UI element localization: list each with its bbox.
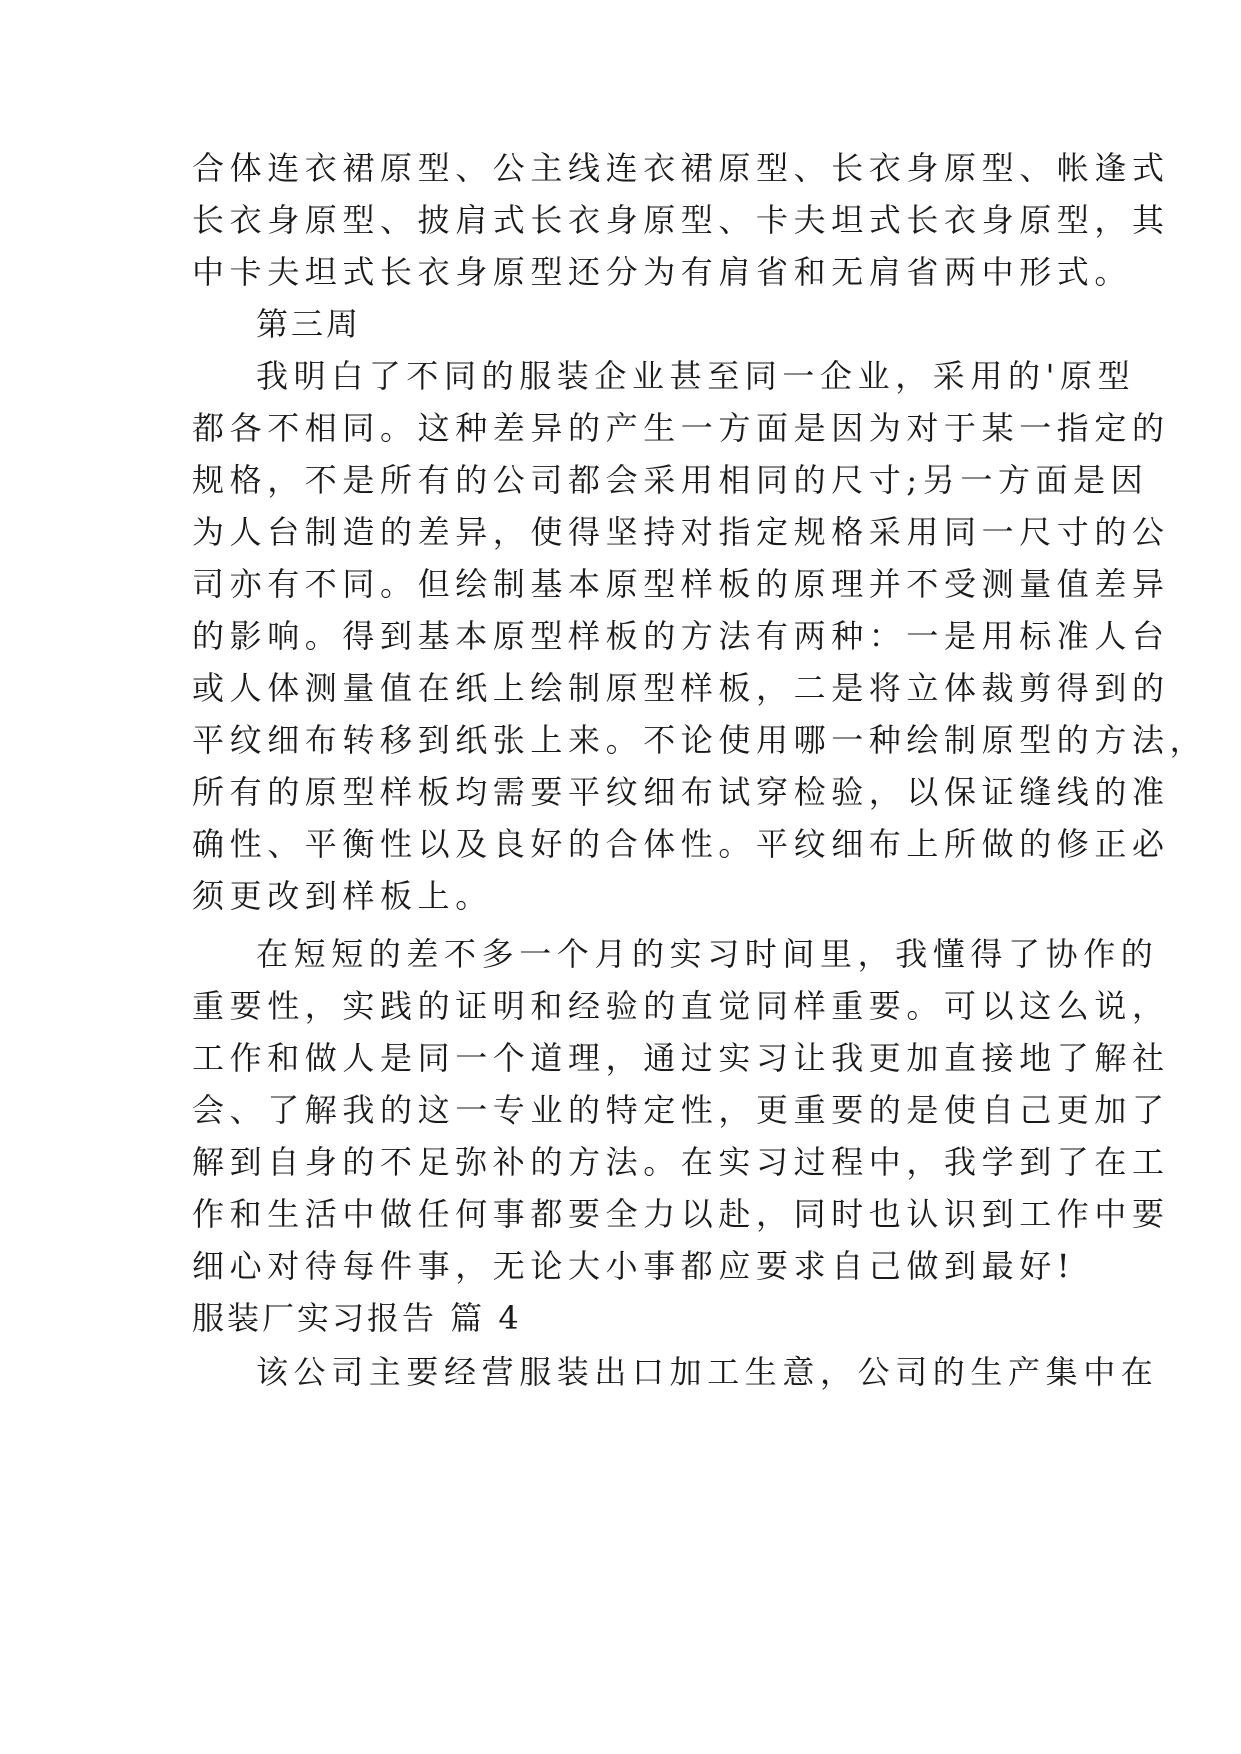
paragraph-line: 司亦有不同。但绘制基本原型样板的原理并不受测量值差异 <box>192 565 1170 603</box>
paragraph-line: 合体连衣裙原型、公主线连衣裙原型、长衣身原型、帐逢式 <box>192 149 1170 187</box>
paragraph-line: 为人台制造的差异，使得坚持对指定规格采用同一尺寸的公 <box>192 513 1170 551</box>
paragraph-line: 长衣身原型、披肩式长衣身原型、卡夫坦式长衣身原型，其 <box>192 201 1170 239</box>
paragraph-line: 该公司主要经营服装出口加工生意，公司的生产集中在 <box>256 1353 1159 1391</box>
paragraph-line: 或人体测量值在纸上绘制原型样板，二是将立体裁剪得到的 <box>192 669 1170 707</box>
paragraph-line: 会、了解我的这一专业的特定性，更重要的是使自己更加了 <box>192 1091 1170 1129</box>
paragraph-line: 所有的原型样板均需要平纹细布试穿检验，以保证缝线的准 <box>192 773 1170 811</box>
paragraph-line: 细心对待每件事，无论大小事都应要求自己做到最好! <box>192 1247 1076 1285</box>
section-title: 服装厂实习报告 篇 4 <box>192 1299 522 1337</box>
paragraph-line: 都各不相同。这种差异的产生一方面是因为对于某一指定的 <box>192 409 1170 447</box>
paragraph-line: 解到自身的不足弥补的方法。在实习过程中，我学到了在工 <box>192 1143 1170 1181</box>
week-heading: 第三周 <box>256 305 362 343</box>
paragraph-line: 规格，不是所有的公司都会采用相同的尺寸;另一方面是因 <box>192 461 1149 499</box>
paragraph-line: 平纹细布转移到纸张上来。不论使用哪一种绘制原型的方法， <box>192 721 1208 759</box>
paragraph-line: 重要性，实践的证明和经验的直觉同样重要。可以这么说， <box>192 987 1170 1025</box>
paragraph-line: 在短短的差不多一个月的实习时间里，我懂得了协作的 <box>256 935 1159 973</box>
paragraph-line: 工作和做人是同一个道理，通过实习让我更加直接地了解社 <box>192 1039 1170 1077</box>
paragraph-line: 的影响。得到基本原型样板的方法有两种：一是用标准人台 <box>192 617 1170 655</box>
paragraph-line: 中卡夫坦式长衣身原型还分为有肩省和无肩省两中形式。 <box>192 253 1133 291</box>
paragraph-line: 作和生活中做任何事都要全力以赴，同时也认识到工作中要 <box>192 1195 1170 1233</box>
paragraph-line: 须更改到样板上。 <box>192 877 493 915</box>
paragraph-line: 我明白了不同的服装企业甚至同一企业，采用的'原型 <box>256 357 1136 395</box>
paragraph-line: 确性、平衡性以及良好的合体性。平纹细布上所做的修正必 <box>192 825 1170 863</box>
